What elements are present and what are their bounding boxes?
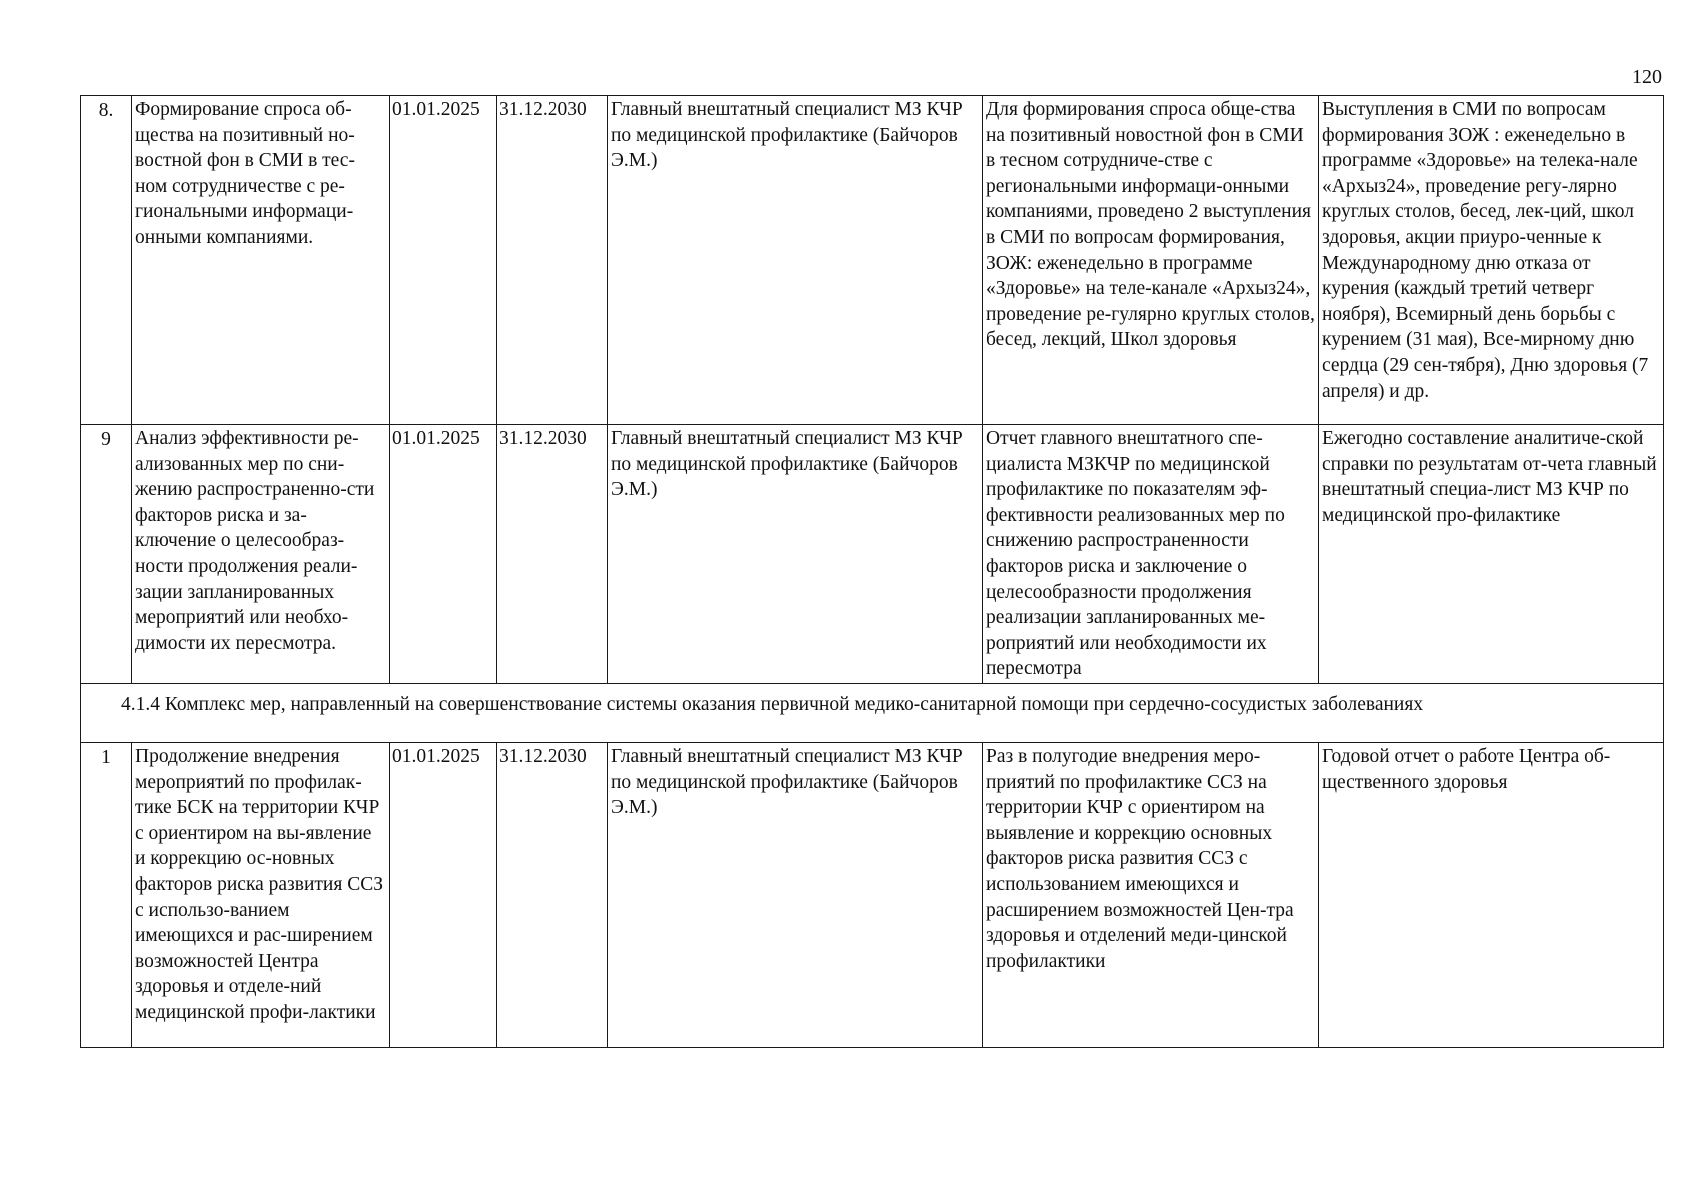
section-title: 4.1.4 Комплекс мер, направленный на совершенствование системы оказания первичной медико-санитарной помощи при сердечно-сосудистых заболеваниях xyxy=(81,683,1664,742)
page-number: 120 xyxy=(1632,66,1662,88)
measure-cell: Продолжение внедрения мероприятий по профилак-тике БСК на территории КЧР с ориентиром на вы-явление и коррекцию ос-новных факторов риска развития ССЗ с использо-ванием имеющихся и рас-ширением возможностей Центра здоровья и отделе-ний медицинской профи-лактики xyxy=(132,742,390,1047)
start-date-cell: 01.01.2025 xyxy=(390,96,497,425)
row-number: 8. xyxy=(81,96,132,425)
measure-cell: Формирование спроса об-щества на позитивный но-востной фон в СМИ в тес-ном сотрудничестве с ре-гиональными информаци-онными компаниями. xyxy=(132,96,390,425)
end-date-cell: 31.12.2030 xyxy=(497,425,608,684)
end-date-cell: 31.12.2030 xyxy=(497,96,608,425)
table-row xyxy=(81,425,1664,684)
table-row xyxy=(81,742,1664,1047)
indicator-cell: Годовой отчет о работе Центра об-щественного здоровья xyxy=(1319,742,1664,1047)
end-date-cell: 31.12.2030 xyxy=(497,742,608,1047)
section-header-row xyxy=(81,683,1664,742)
row-number: 1 xyxy=(81,742,132,1047)
responsible-cell: Главный внештатный специалист МЗ КЧР по медицинской профилактике (Байчоров Э.М.) xyxy=(608,742,983,1047)
start-date-cell: 01.01.2025 xyxy=(390,742,497,1047)
start-date-cell: 01.01.2025 xyxy=(390,425,497,684)
responsible-cell: Главный внештатный специалист МЗ КЧР по медицинской профилактике (Байчоров Э.М.) xyxy=(608,96,983,425)
measures-table xyxy=(80,95,1664,1048)
table-row xyxy=(81,96,1664,425)
result-cell: Раз в полугодие внедрения меро-приятий по профилактике ССЗ на территории КЧР с ориентиром на выявление и коррекцию основных факторов риска развития ССЗ с использованием имеющихся и расширением возможностей Цен-тра здоровья и отделений меди-цинской профилактики xyxy=(983,742,1319,1047)
indicator-cell: Ежегодно составление аналитиче-ской справки по результатам от-чета главный внештатный специа-лист МЗ КЧР по медицинской про-филактике xyxy=(1319,425,1664,684)
row-number: 9 xyxy=(81,425,132,684)
responsible-cell: Главный внештатный специалист МЗ КЧР по медицинской профилактике (Байчоров Э.М.) xyxy=(608,425,983,684)
result-cell: Отчет главного внештатного спе-циалиста МЗКЧР по медицинской профилактике по показателям эф-фективности реализованных мер по снижению распространенности факторов риска и заключение о целесообразности продолжения реализации запланированных ме-роприятий или необходимости их пересмотра xyxy=(983,425,1319,684)
indicator-cell: Выступления в СМИ по вопросам формирования ЗОЖ : еженедельно в программе «Здоровье» на телека-нале «Архыз24», проведение регу-лярно круглых столов, бесед, лек-ций, школ здоровья, акции приуро-ченные к Международному дню отказа от курения (каждый третий четверг ноября), Всемирный день борьбы с курением (31 мая), Все-мирному дню сердца (29 сен-тября), Дню здоровья (7 апреля) и др. xyxy=(1319,96,1664,425)
result-cell: Для формирования спроса обще-ства на позитивный новостной фон в СМИ в тесном сотрудниче-стве с региональными информаци-онными компаниями, проведено 2 выступления в СМИ по вопросам формирования, ЗОЖ: еженедельно в программе «Здоровье» на теле-канале «Архыз24», проведение ре-гулярно круглых столов, бесед, лекций, Школ здоровья xyxy=(983,96,1319,425)
measure-cell: Анализ эффективности ре-ализованных мер по сни-жению распространенно-сти факторов риска и за-ключение о целесообраз-ности продолжения реали-зации запланированных мероприятий или необхо-димости их пересмотра. xyxy=(132,425,390,684)
